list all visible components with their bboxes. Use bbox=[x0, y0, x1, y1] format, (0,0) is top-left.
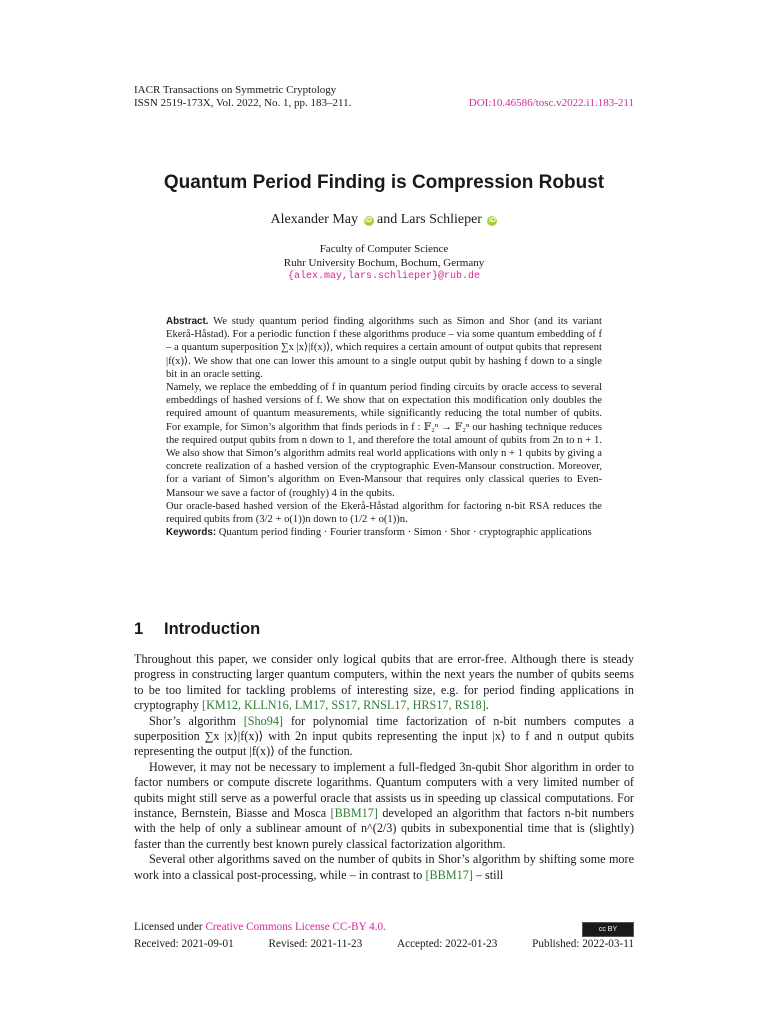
license-link[interactable]: Creative Commons License CC-BY 4.0. bbox=[205, 921, 386, 933]
author-name: Lars Schlieper bbox=[400, 212, 482, 227]
date-received: Received: 2021-09-01 bbox=[134, 938, 234, 950]
body-paragraph: Several other algorithms saved on the number of qubits in Shor’s algorithm by shifting some more work into a classical post-processing, while – in contrast to [BBM17] – still bbox=[134, 852, 634, 882]
keywords-label: Keywords: bbox=[166, 527, 217, 539]
body-paragraph: Throughout this paper, we consider only logical qubits that are error-free. Although there is steady progress in constructing larger quantum computers, within the next years the number of qubits seems to be too limited for tackling problems of interesting size, e.g. for period finding applications in cryptography [KM12, KLLN16, LM17, SS17, RNSL17, HRS17, RS18]. bbox=[134, 652, 634, 713]
author-line bbox=[0, 212, 768, 228]
author-email[interactable]: {alex.may,lars.schlieper}@rub.de bbox=[287, 271, 481, 282]
publication-dates bbox=[134, 937, 634, 951]
cc-by-badge-icon[interactable]: cc BY bbox=[582, 922, 634, 937]
date-published: Published: 2022-03-11 bbox=[532, 938, 634, 950]
orcid-icon[interactable]: iD bbox=[488, 217, 496, 224]
journal-name: IACR Transactions on Symmetric Cryptology bbox=[134, 84, 337, 96]
citation-link[interactable]: [BBM17] bbox=[330, 806, 378, 821]
orcid-icon[interactable]: iD bbox=[365, 217, 372, 224]
abstract-paragraph: Abstract. We study quantum period finding algorithms such as Simon and Shor (and its variant Ekerå-Håstad). For a periodic function f these algorithms produce – via some quantum embedding of f – a quantum superposition ∑x |x⟩|f(x)⟩, which requires a certain amount of output qubits that represent |f(x)⟩. We show that one can lower this amount to a single output qubit by hashing f down to a single bit in an oracle setting. bbox=[166, 316, 602, 380]
section-number: 1 bbox=[134, 620, 144, 638]
citation-link[interactable]: [BBM17] bbox=[425, 867, 473, 882]
body-text bbox=[134, 652, 634, 883]
paper-title: Quantum Period Finding is Compression Robust bbox=[163, 172, 605, 193]
date-revised: Revised: 2021-11-23 bbox=[268, 938, 363, 950]
journal-issue: ISSN 2519-173X, Vol. 2022, No. 1, pp. 183–211. bbox=[134, 97, 352, 109]
page-footer bbox=[134, 920, 634, 951]
abstract-label: Abstract. bbox=[166, 316, 209, 327]
author-conjunction: and bbox=[377, 212, 398, 227]
doi-link[interactable]: DOI:10.46586/tosc.v2022.i1.183-211 bbox=[468, 97, 634, 109]
citation-link[interactable]: [Sho94] bbox=[243, 713, 283, 728]
section-title: Introduction bbox=[164, 620, 261, 638]
body-paragraph: Shor’s algorithm [Sho94] for polynomial time factorization of n-bit numbers computes a superposition ∑x |x⟩|f(x)⟩ with 2n input qubits representing the input |x⟩ to f and n output qubits representing the output |f(x)⟩ of the function. bbox=[134, 713, 634, 759]
date-accepted: Accepted: 2022-01-23 bbox=[397, 938, 498, 950]
journal-header bbox=[134, 84, 634, 110]
section-heading bbox=[134, 620, 260, 639]
keywords: Keywords: Quantum period finding · Fourier transform · Simon · Shor · cryptographic applications bbox=[166, 527, 592, 539]
author-name: Alexander May bbox=[270, 212, 358, 227]
affiliation-dept: Faculty of Computer Science bbox=[319, 243, 449, 255]
body-paragraph: However, it may not be necessary to implement a full-fledged 3n-qubit Shor algorithm in order to factor numbers or compute discrete logarithms. Quantum computers with a very limited number of qubits might still serve as a powerful oracle that assists us in speeding up classical computations. For instance, Bernstein, Biasse and Mosca [BBM17] developed an algorithm that factors n-bit numbers with the help of only a sublinear amount of n^(2/3) qubits in subexponential time that is (slightly) faster than the currently best known purely classical factorization algorithm. bbox=[134, 759, 634, 851]
affiliation bbox=[0, 242, 768, 284]
abstract-paragraph: Namely, we replace the embedding of f in quantum period finding circuits by oracle access to several embeddings of hashed versions of f. We show that on expectation this modification only doubles the required amount of quantum measurements, while significantly reducing the total number of qubits. For example, for Simon’s algorithm that finds periods in f : 𝔽₂ⁿ → 𝔽₂ⁿ our hashing technique reduces the required output qubits from n down to 1, and therefore the total amount of qubits from 2n to n + 1. We also show that Simon’s algorithm admits real world applications with only n + 1 qubits by giving a concrete realization of a hashed version of the cryptographic Even-Mansour construction. Moreover, for a variant of Simon’s algorithm on Even-Mansour that requires only classical queries to Even-Mansour we save a factor of (roughly) 4 in the qubits. bbox=[166, 382, 602, 499]
citation-link[interactable]: [KM12, KLLN16, LM17, SS17, RNSL17, HRS17, RS18] bbox=[202, 698, 486, 713]
abstract-paragraph: Our oracle-based hashed version of the Ekerå-Håstad algorithm for factoring n-bit RSA reduces the required qubits from (3/2 + o(1))n down to (1/2 + o(1))n. bbox=[166, 500, 602, 526]
affiliation-university: Ruhr University Bochum, Bochum, Germany bbox=[283, 257, 485, 269]
license-line: Licensed under Creative Commons License CC-BY 4.0. bbox=[134, 921, 386, 933]
abstract bbox=[166, 315, 602, 539]
